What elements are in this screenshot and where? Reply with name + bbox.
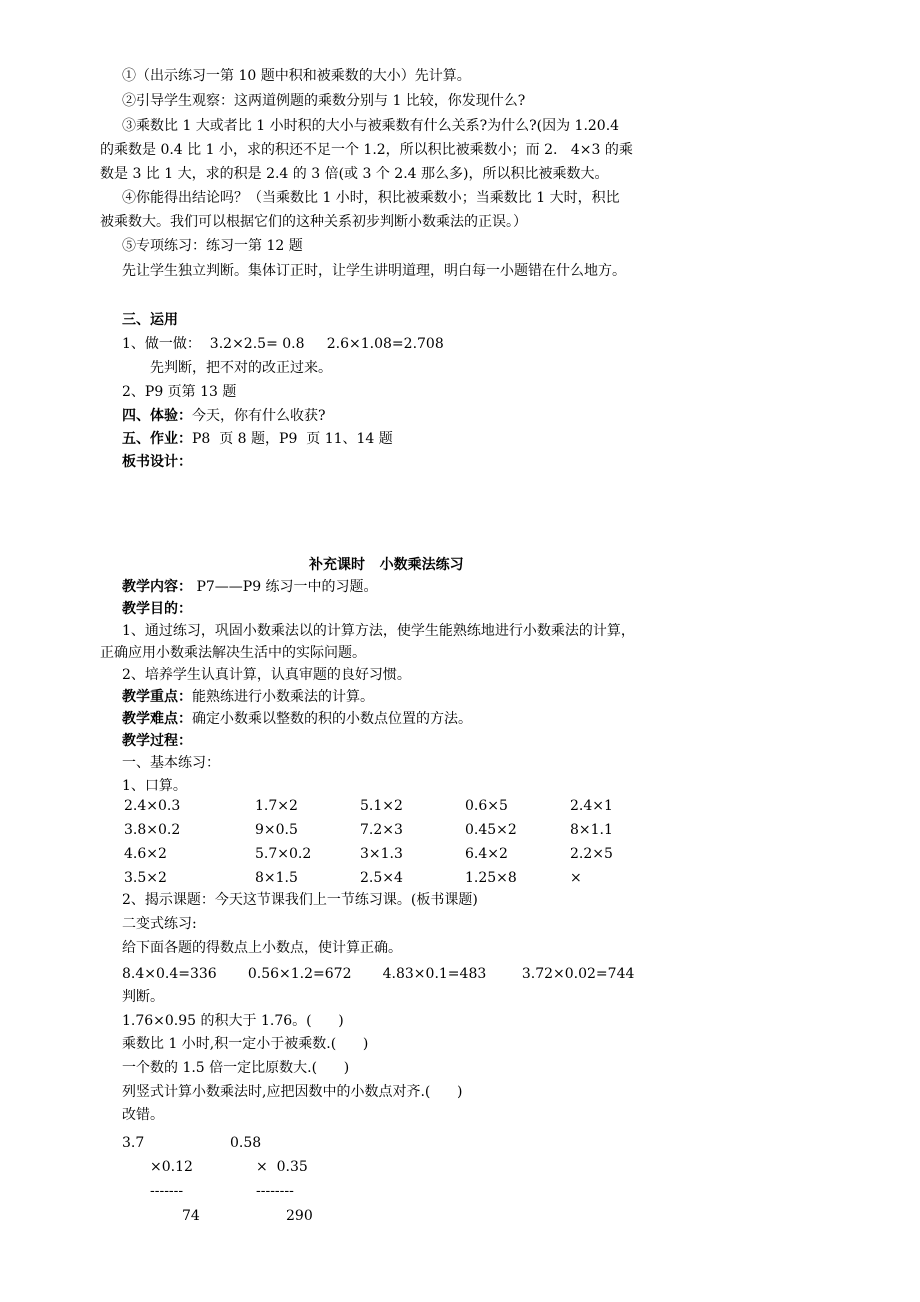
text-line: 一个数的 1.5 倍一定比原数大.( ) (122, 1060, 350, 1076)
text-line: 列竖式计算小数乘法时,应把因数中的小数点对齐.( ) (122, 1084, 463, 1100)
text-line: 2、培养学生认真计算，认真审题的良好习惯。 (122, 667, 411, 683)
text-line (122, 432, 393, 446)
text-line: 乘数比 1 小时,积一定小于被乘数.( ) (122, 1036, 369, 1052)
section-heading: 三、运用 (122, 312, 178, 328)
oral-calc-item: 2.2×5 (570, 846, 613, 862)
section-heading: 五、作业： (122, 431, 192, 447)
text-line: ①（出示练习一第 10 题中积和被乘数的大小）先计算。 (122, 68, 471, 84)
text-line: 正确应用小数乘法解决生活中的实际问题。 (100, 645, 366, 661)
text-line (122, 580, 378, 594)
section-heading: 四、体验： (122, 408, 192, 424)
label: 教学过程： (122, 733, 192, 749)
oral-calc-item: 3.5×2 (124, 870, 167, 886)
label: 教学目的： (122, 601, 192, 617)
oral-calc-item: 6.4×2 (465, 846, 508, 862)
vertical-calc: × 0.35 (256, 1159, 308, 1175)
text-line: 的乘数是 0.4 比 1 小，求的积还不足一个 1.2，所以积比被乘数小；而 2. 4×3 的乘 (100, 142, 633, 158)
oral-calc-item: 5.1×2 (360, 798, 403, 814)
text-line: 一、基本练习： (122, 755, 220, 771)
vertical-calc: ------- (150, 1183, 184, 1199)
label: 教学重点： (122, 689, 192, 705)
text-line (122, 712, 472, 726)
oral-calc-item: 3.8×0.2 (124, 822, 181, 838)
text-line: ③乘数比 1 大或者比 1 小时积的大小与被乘数有什么关系?为什么?(因为 1.20.4 (122, 118, 620, 134)
text-line: ④你能得出结论吗？（当乘数比 1 小时，积比被乘数小；当乘数比 1 大时，积比 (122, 190, 620, 206)
oral-calc-item: 1.25×8 (465, 870, 517, 886)
oral-calc-item: 9×0.5 (255, 822, 298, 838)
text-line: ⑤专项练习：练习一第 12 题 (122, 238, 303, 254)
section-text: P8 页 8 题，P9 页 11、14 题 (192, 431, 393, 447)
text-line: 被乘数大。我们可以根据它们的这种关系初步判断小数乘法的正误。） (100, 214, 527, 230)
oral-calc-item: 2.4×0.3 (124, 798, 181, 814)
oral-calc-item: 7.2×3 (360, 822, 403, 838)
oral-calc-item: 8×1.1 (570, 822, 613, 838)
oral-calc-item: 0.6×5 (465, 798, 508, 814)
vertical-calc: ×0.12 (150, 1159, 193, 1175)
oral-calc-item: × (570, 870, 582, 886)
text-line: ②引导学生观察：这两道例题的乘数分别与 1 比较，你发现什么? (122, 93, 526, 109)
oral-calc-item: 1.7×2 (255, 798, 298, 814)
label-value: 能熟练进行小数乘法的计算。 (192, 689, 374, 705)
oral-calc-item: 0.45×2 (465, 822, 517, 838)
text-line: 1.76×0.95 的积大于 1.76。( ) (122, 1013, 344, 1029)
text-line: 二变式练习: (122, 916, 197, 932)
label-value: 确定小数乘以整数的积的小数点位置的方法。 (192, 711, 472, 727)
oral-calc-item: 5.7×0.2 (255, 846, 312, 862)
text-line: 改错。 (122, 1107, 164, 1123)
label: 教学内容： (122, 579, 192, 595)
oral-calc-item: 8×1.5 (255, 870, 298, 886)
text-line: 2、揭示课题：今天这节课我们上一节练习课。(板书课题) (122, 892, 478, 908)
text-line: 先判断，把不对的改正过来。 (150, 360, 332, 376)
section-text: 今天，你有什么收获? (192, 408, 326, 424)
text-line: 数是 3 比 1 大，求的积是 2.4 的 3 倍(或 3 个 2.4 那么多)，所以积比被乘数大。 (100, 166, 609, 182)
text-line: 2、P9 页第 13 题 (122, 384, 237, 400)
text-line: 1、通过练习，巩固小数乘法以的计算方法，使学生能熟练地进行小数乘法的计算， (122, 623, 635, 639)
text-line: 8.4×0.4=336 0.56×1.2=672 4.83×0.1=483 3.72×0.02=744 (122, 966, 635, 982)
page-title: 补充课时 小数乘法练习 (309, 557, 464, 573)
oral-calc-item: 2.4×1 (570, 798, 613, 814)
text-line: 先让学生独立判断。集体订正时，让学生讲明道理，明白每一小题错在什么地方。 (122, 263, 626, 279)
text-line: 1、做一做： 3.2×2.5= 0.8 2.6×1.08=2.708 (122, 336, 444, 352)
text-line: 判断。 (122, 989, 164, 1005)
section-heading: 板书设计： (122, 454, 192, 470)
oral-calc-item: 4.6×2 (124, 846, 167, 862)
vertical-calc: 290 (286, 1208, 313, 1224)
vertical-calc: 3.7 (122, 1135, 145, 1151)
label-value: P7——P9 练习一中的习题。 (192, 579, 378, 595)
vertical-calc: 74 (182, 1208, 200, 1224)
oral-calc-item: 3×1.3 (360, 846, 403, 862)
oral-calc-item: 2.5×4 (360, 870, 403, 886)
vertical-calc: -------- (256, 1183, 294, 1199)
vertical-calc: 0.58 (230, 1135, 262, 1151)
text-line: 1、口算。 (122, 778, 187, 794)
label: 教学难点： (122, 711, 192, 727)
text-line (122, 690, 374, 704)
text-line (122, 409, 326, 423)
text-line: 给下面各题的得数点上小数点，使计算正确。 (122, 940, 402, 956)
